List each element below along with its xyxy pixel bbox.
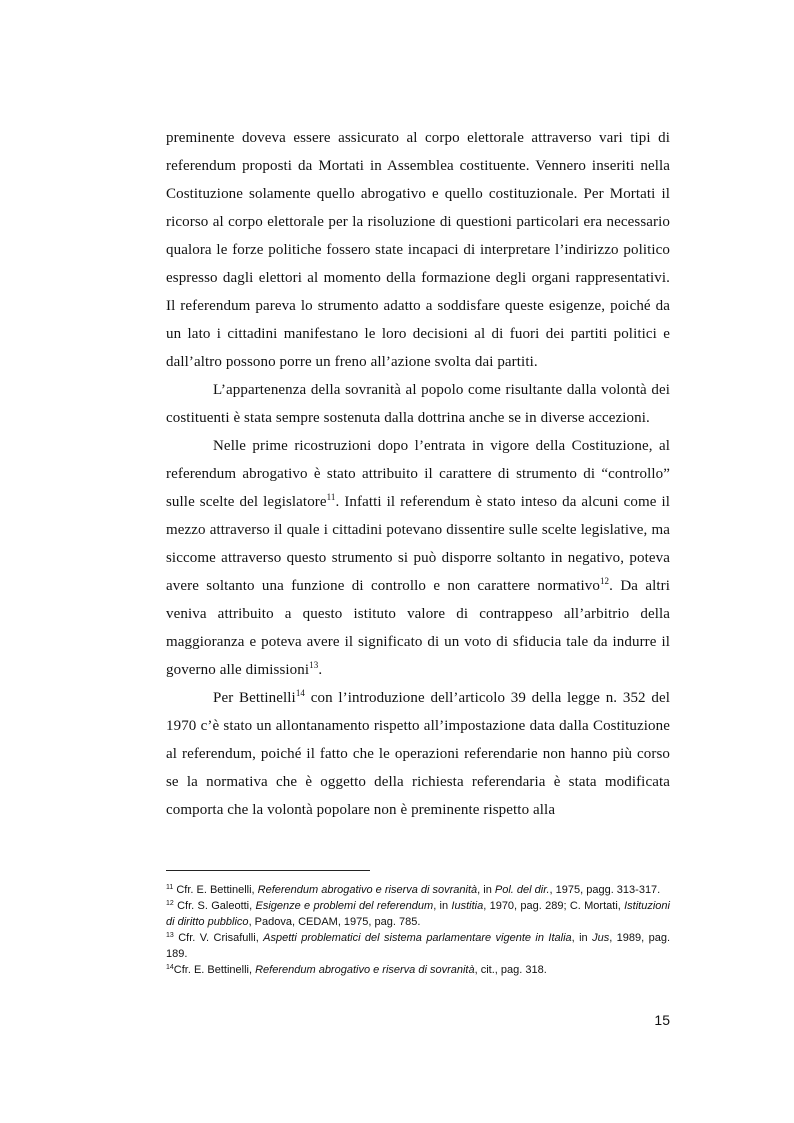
footnote-text: Cfr. E. Bettinelli,: [173, 884, 258, 896]
footnote-title: Referendum abrogativo e riserva di sovranità: [257, 884, 478, 896]
footnote-13: [166, 930, 670, 962]
footnote-separator: [166, 870, 370, 871]
footnote-text: , 1989, pag. 189.: [166, 932, 671, 960]
paragraph-4: [166, 684, 670, 824]
footnote-14: [166, 962, 670, 978]
footnote-12: [166, 898, 670, 930]
page-number: 15: [654, 1012, 670, 1028]
footnote-ref-12[interactable]: 12: [599, 576, 610, 586]
paragraph-4-text-b: con l’introduzione dell’articolo 39 della legge n. 352 del 1970 c’è stato un allontanamento rispetto all’impostazione data dalla Costituzione al referendum, poiché il fatto che le operazioni referendarie non hanno più corso se la normativa che è oggetto della richiesta referendaria è stata modificata comporta che la volontà popolare non è preminente rispetto alla: [166, 690, 670, 818]
paragraph-3-text-b: . Infatti il referendum è stato inteso da alcuni come il mezzo attraverso il quale i cittadini potevano dissentire sulle scelte legislative, ma siccome attraverso questo strumento si può disporre soltanto in negativo, poteva avere soltanto una funzione di controllo e non carattere normativo: [166, 494, 671, 594]
footnote-text: Cfr. S. Galeotti,: [173, 900, 256, 912]
footnote-journal: Pol. del dir.: [494, 884, 550, 896]
footnote-ref-13[interactable]: 13: [309, 660, 319, 670]
footnote-ref-14[interactable]: 14: [295, 688, 306, 698]
footnote-text: , Padova, CEDAM, 1975, pag. 785.: [248, 916, 421, 928]
footnote-title: Referendum abrogativo e riserva di sovranità: [255, 964, 475, 976]
footnote-journal: Iustitia: [451, 900, 484, 912]
footnote-text: , in: [477, 884, 495, 896]
footnotes: [166, 882, 670, 978]
footnote-number: 14: [166, 964, 174, 971]
footnote-text: , cit., pag. 318.: [474, 964, 547, 976]
paragraph-3-text-c: . Da altri veniva attribuito a questo istituto valore di contrappeso all’arbitrio della maggioranza e poteva avere il significato di un voto di sfiducia tale da indurre il governo alle dimissioni: [166, 578, 670, 678]
footnote-number: 13: [166, 932, 174, 939]
paragraph-1: preminente doveva essere assicurato al corpo elettorale attraverso vari tipi di referendum proposti da Mortati in Assemblea costituente. Vennero inseriti nella Costituzione solamente quello abrogativo e quello costituzionale. Per Mortati il ricorso al corpo elettorale per la risoluzione di questioni particolari era necessario qualora le forze politiche fossero state incapaci di interpretare l’indirizzo politico espresso dagli elettori al momento della formazione degli organi rappresentativi. Il referendum pareva lo strumento adatto a soddisfare queste esigenze, poiché da un lato i cittadini manifestano le loro decisioni al di fuori dei partiti politici e dall’altro possono porre un freno all’azione svolta dai partiti.: [166, 130, 670, 370]
footnote-title: Esigenze e problemi del referendum: [255, 900, 434, 912]
footnote-number: 12: [166, 900, 174, 907]
footnote-journal: Jus: [592, 932, 610, 944]
footnote-number: 11: [166, 884, 174, 891]
paragraph-3-text-d: .: [318, 662, 323, 678]
paragraph-3: [166, 432, 670, 684]
footnote-11: [166, 882, 670, 898]
footnote-text: , in: [433, 900, 452, 912]
paragraph-2: L’appartenenza della sovranità al popolo come risultante dalla volontà dei costituenti è stata sempre sostenuta dalla dottrina anche se in diverse accezioni.: [166, 382, 670, 426]
footnote-text: , 1970, pag. 289; C. Mortati,: [483, 900, 625, 912]
paragraph-3-text-a: Nelle prime ricostruzioni dopo l’entrata in vigore della Costituzione, al referendum abrogativo è stato attribuito il carattere di strumento di “controllo” sulle scelte del legislatore: [166, 438, 670, 510]
footnote-text: , 1975, pagg. 313-317.: [549, 884, 661, 896]
footnote-text: , in: [571, 932, 593, 944]
footnote-text: Cfr. E. Bettinelli,: [173, 964, 256, 976]
paragraph-4-text-a: Per Bettinelli: [213, 690, 296, 706]
footnote-title: Istituzioni di diritto pubblico: [166, 900, 670, 928]
footnote-text: Cfr. V. Crisafulli,: [173, 932, 264, 944]
footnote-ref-11[interactable]: 11: [326, 492, 336, 502]
body-text: [166, 124, 670, 824]
footnote-title: Aspetti problematici del sistema parlamentare vigente in Italia: [263, 932, 572, 944]
